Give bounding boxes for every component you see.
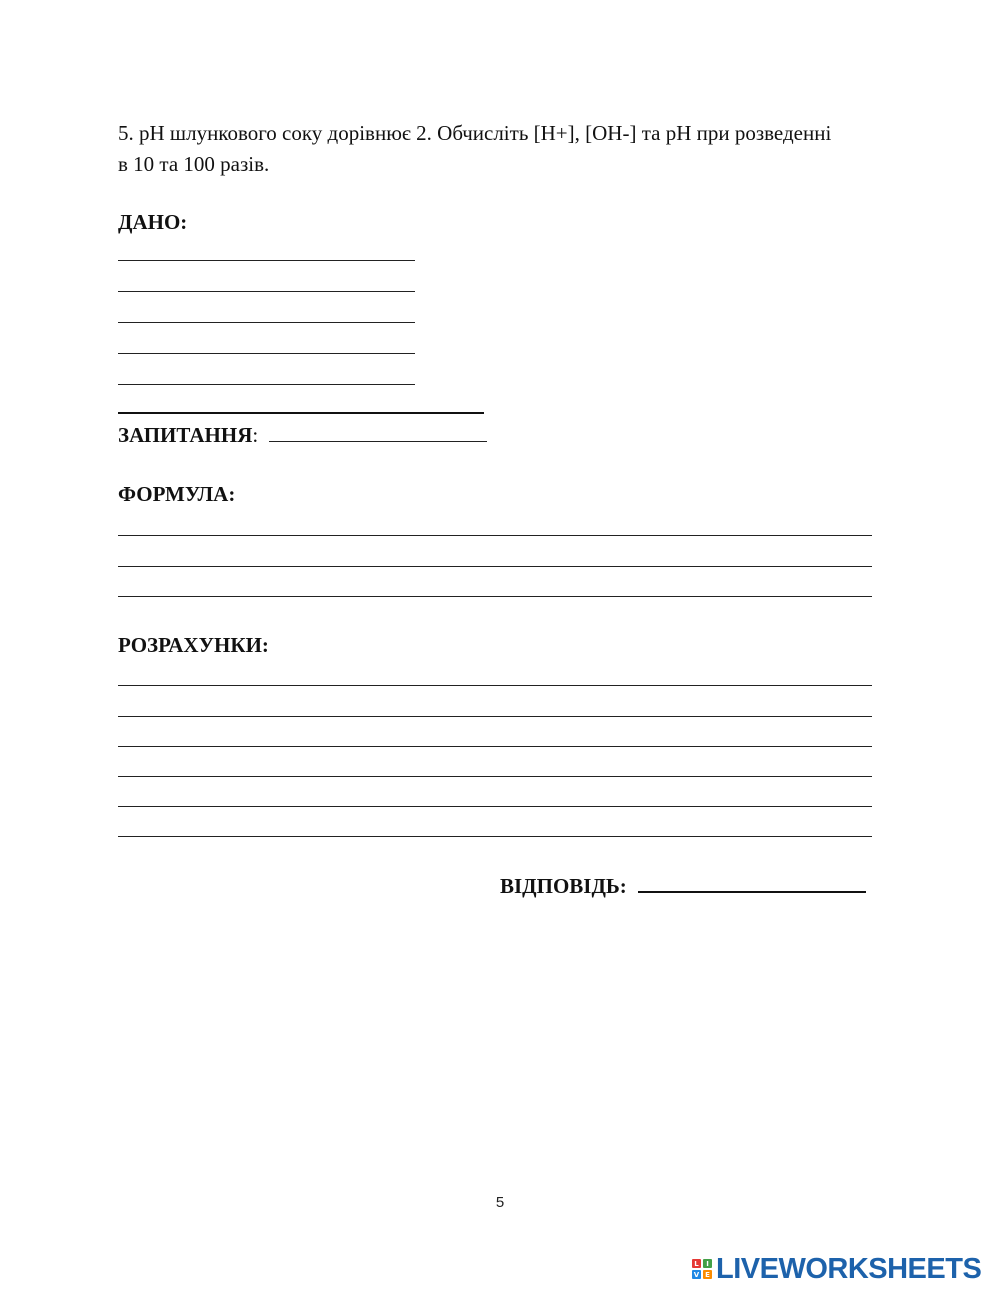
question-colon: : xyxy=(252,423,259,447)
calculations-answer-line-5[interactable] xyxy=(118,806,872,807)
problem-line-1: 5. pH шлункового соку дорівнює 2. Обчисліть [H+], [OH-] та pH при розведенні xyxy=(118,121,832,145)
formula-answer-line-3[interactable] xyxy=(118,596,872,597)
problem-line-2: в 10 та 100 разів. xyxy=(118,152,270,176)
answer-input-line[interactable] xyxy=(638,890,866,893)
formula-heading: ФОРМУЛА: xyxy=(118,482,236,506)
calculations-answer-line-4[interactable] xyxy=(118,776,872,777)
logo-icon-tile-2: I xyxy=(703,1259,712,1268)
given-answer-line-1[interactable] xyxy=(118,260,415,261)
question-row xyxy=(118,423,487,448)
calculations-answer-line-1[interactable] xyxy=(118,685,872,686)
problem-statement xyxy=(118,118,898,180)
question-label: ЗАПИТАННЯ xyxy=(118,423,253,447)
given-answer-line-3[interactable] xyxy=(118,322,415,323)
calculations-heading: РОЗРАХУНКИ: xyxy=(118,633,269,657)
question-answer-line[interactable] xyxy=(269,440,487,442)
answer-label: ВІДПОВІДЬ: xyxy=(500,874,627,898)
answer-row xyxy=(500,874,866,899)
liveworksheets-logo-icon xyxy=(692,1259,712,1279)
given-heading: ДАНО: xyxy=(118,210,188,234)
given-answer-line-5[interactable] xyxy=(118,384,415,385)
given-divider xyxy=(118,412,484,414)
given-answer-line-2[interactable] xyxy=(118,291,415,292)
logo-icon-tile-1: L xyxy=(692,1259,701,1268)
calculations-answer-line-2[interactable] xyxy=(118,716,872,717)
page-number: 5 xyxy=(495,1194,505,1211)
logo-icon-tile-3: V xyxy=(693,1270,700,1279)
calculations-answer-line-6[interactable] xyxy=(118,836,872,837)
liveworksheets-logo xyxy=(692,1254,981,1284)
formula-answer-line-1[interactable] xyxy=(118,535,872,536)
logo-text: LIVEWORKSHEETS xyxy=(716,1252,982,1285)
logo-icon-tile-4: E xyxy=(703,1270,712,1279)
calculations-answer-line-3[interactable] xyxy=(118,746,872,747)
given-answer-line-4[interactable] xyxy=(118,353,415,354)
formula-answer-line-2[interactable] xyxy=(118,566,872,567)
